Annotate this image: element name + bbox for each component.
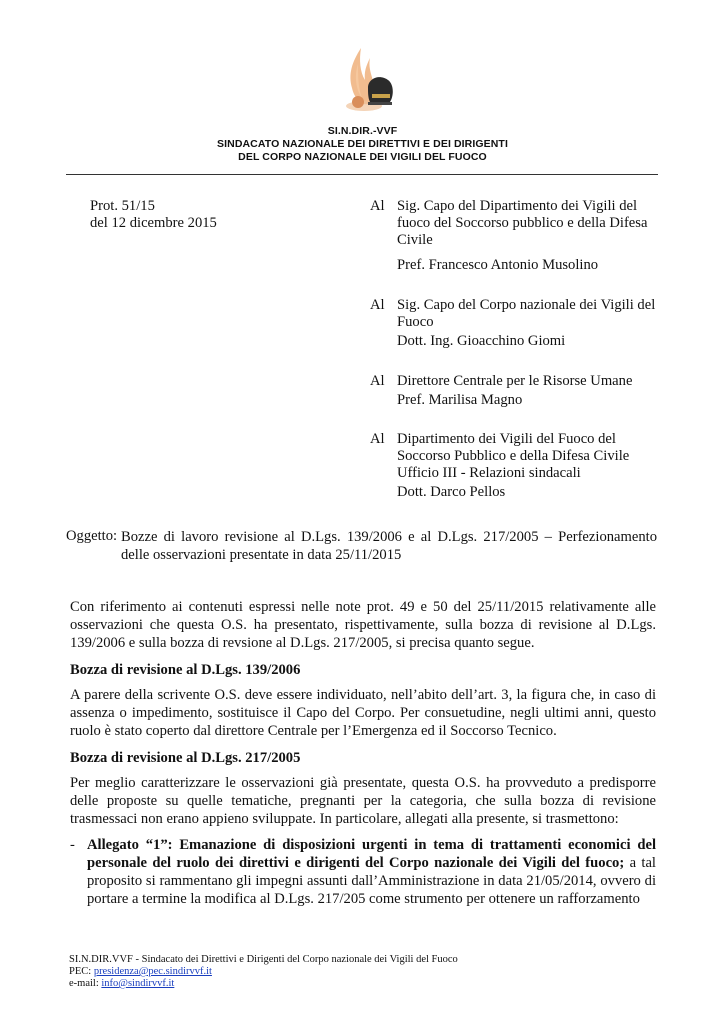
recipient-1 bbox=[397, 198, 659, 274]
recipient-name: Dott. Ing. Gioacchino Giomi bbox=[397, 333, 566, 349]
recipient-line: Sig. Capo del Dipartimento dei Vigili del bbox=[397, 198, 638, 214]
section-heading-139: Bozza di revisione al D.Lgs. 139/2006 bbox=[70, 662, 301, 678]
email-label: e-mail: bbox=[69, 978, 102, 989]
recipient-line: Dipartimento dei Vigili del Fuoco del bbox=[397, 431, 616, 447]
footer-org-line: SI.N.DIR.VVF - Sindacato dei Direttivi e Dirigenti del Corpo nazionale dei Vigili del Fuoco bbox=[69, 954, 458, 965]
recipient-prefix: Al bbox=[370, 431, 385, 447]
intro-paragraph: Con riferimento ai contenuti espressi nelle note prot. 49 e 50 del 25/11/2015 relativamente alle osservazioni che questa O.S. ha presentato, rispettivamente, sulla bozza di revisione al D.Lgs. 139/2006 e sulla bozza di revsione al D.Lgs. 217/2005, si precisa quanto segue. bbox=[70, 599, 656, 651]
bullet-allegato-1-title: Allegato “1”: Emanazione di disposizioni urgenti in tema di trattamenti economici del personale del ruolo dei direttivi e dirigenti del Corpo nazionale dei Vigili del fuoco; bbox=[87, 837, 656, 871]
recipient-line: Fuoco bbox=[397, 314, 434, 330]
recipient-prefix: Al bbox=[370, 373, 385, 389]
recipient-line: Sig. Capo del Corpo nazionale dei Vigili del bbox=[397, 297, 656, 313]
recipient-name: Pref. Marilisa Magno bbox=[397, 392, 523, 408]
protocol-block bbox=[90, 198, 217, 232]
subject-text: Bozze di lavoro revisione al D.Lgs. 139/2006 e al D.Lgs. 217/2005 – Perfezionamento delle osservazioni presentate in data 25/11/2015 bbox=[121, 529, 657, 563]
section-heading-217: Bozza di revisione al D.Lgs. 217/2005 bbox=[70, 750, 301, 766]
footer-email bbox=[69, 978, 174, 990]
bullet-dash: - bbox=[70, 837, 75, 853]
recipient-line: Soccorso Pubblico e della Difesa Civile bbox=[397, 448, 630, 464]
recipient-prefix: Al bbox=[370, 198, 385, 214]
org-name-line1: SINDACATO NAZIONALE DEI DIRETTIVI E DEI DIRIGENTI bbox=[217, 138, 508, 150]
header-divider bbox=[66, 174, 658, 175]
org-name-line2: DEL CORPO NAZIONALE DEI VIGILI DEL FUOCO bbox=[238, 151, 487, 163]
recipient-line: Direttore Centrale per le Risorse Umane bbox=[397, 373, 633, 389]
recipient-line: Civile bbox=[397, 232, 433, 248]
helmet-icon bbox=[368, 77, 393, 102]
recipient-2 bbox=[397, 297, 659, 350]
recipient-name: Dott. Darco Pellos bbox=[397, 484, 506, 500]
recipient-prefix: Al bbox=[370, 297, 385, 313]
bullet-allegato-1-text: a tal proposito si rammentano gli impegni assunti dall’Amministrazione in data 21/05/2014, ovvero di portare a termine la modifica al D.Lgs. 217/205 come strumento per ottenere un rafforzamento bbox=[87, 855, 656, 907]
union-logo-icon bbox=[334, 44, 398, 122]
bullet-allegato-1 bbox=[87, 836, 656, 908]
section-text-217: Per meglio caratterizzare le osservazioni già presentate, questa O.S. ha provveduto a predisporre delle proposte su quelle tematiche, pregnanti per la categoria, che sulla bozza di revisione trasmessaci non erano appieno sviluppate. In particolare, allegati alla presente, si trasmettono: bbox=[70, 775, 656, 827]
footer-pec bbox=[69, 966, 212, 978]
recipient-line: fuoco del Soccorso pubblico e della Difesa bbox=[397, 215, 648, 231]
recipient-4 bbox=[397, 431, 659, 501]
recipient-line: Ufficio III - Relazioni sindacali bbox=[397, 465, 581, 481]
protocol-date: del 12 dicembre 2015 bbox=[90, 215, 217, 231]
recipient-name: Pref. Francesco Antonio Musolino bbox=[397, 257, 599, 273]
subject-label: Oggetto: bbox=[66, 528, 118, 544]
pec-email-link[interactable]: presidenza@pec.sindirvvf.it bbox=[93, 966, 212, 977]
email-link[interactable]: info@sindirvvf.it bbox=[101, 978, 175, 989]
pec-label: PEC: bbox=[69, 966, 94, 977]
protocol-number: Prot. 51/15 bbox=[90, 198, 155, 214]
section-text-139: A parere della scrivente O.S. deve essere individuato, nell’abito dell’art. 3, la figura che, in caso di assenza o impedimento, sostituisce il Capo del Corpo. Per consuetudine, negli ultimi anni, questo ruolo è stato coperto dal direttore Centrale per l’Emergenza ed il Soccorso Tecnico. bbox=[70, 687, 656, 739]
recipient-3 bbox=[397, 373, 659, 409]
org-acronym: SI.N.DIR.-VVF bbox=[327, 125, 398, 137]
